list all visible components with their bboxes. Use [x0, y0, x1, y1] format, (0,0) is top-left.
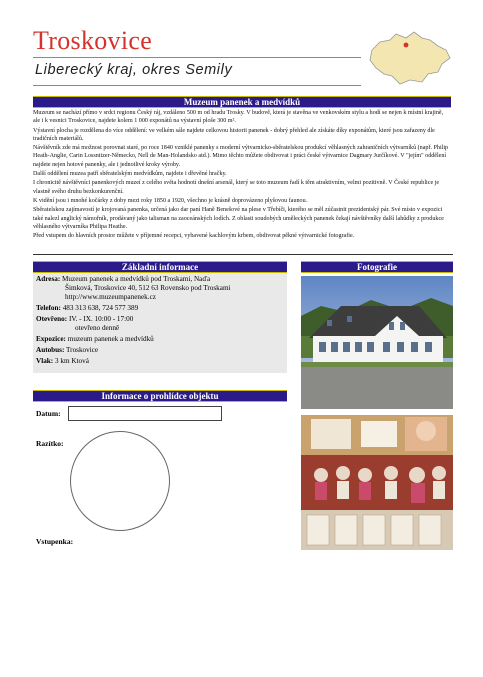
museum-paragraph: I chronicitě návštěvníci panenkových muzeí z celého světa hodnotí dnešní arsenál, který se toto muzeum řadí k těm atraktivním, velmi pozitivně. V České republice je vlastně svého druhu bezkonkurenční.: [33, 180, 440, 195]
museum-heading: Muzeum panenek a medvídků: [33, 96, 451, 108]
section-divider: [33, 254, 453, 255]
basic-info-box: [33, 273, 287, 373]
museum-paragraph: Před vstupem do hlavních prostor můžete v příjemné recepci, vybavené kachlovým krbem, obdivovat pěkné výtvarnické fotografie.: [33, 233, 355, 240]
website-link[interactable]: http://www.muzeumpanenek.cz: [65, 293, 156, 301]
museum-description: [33, 109, 451, 242]
stamp-label: Razítko:: [36, 439, 64, 448]
subtitle-underline: [33, 85, 361, 86]
museum-paragraph: Muzeum se nachází přímo v srdci regionu Český ráj, vzdáleno 500 m od hradu Trosky. V budově, která je stavěna ve venkovském stylu a hodí se nejen k místní krajině, ale i k vesnici Troskovice, najdete kolem 1 000 exponátů na výstavní ploše 300 m².: [33, 110, 444, 125]
ticket-label: Vstupenka:: [36, 537, 74, 546]
photo-heading: Fotografie: [301, 261, 453, 273]
train-label: Vlak:: [36, 357, 54, 365]
museum-building-photo: [301, 276, 453, 409]
museum-paragraph: K vidění jsou i mnohé kočárky z doby mezi roky 1850 a 1920, všechno je krásně doprovázeno plyšovou faunou.: [33, 197, 308, 204]
title-underline: [33, 57, 361, 58]
czech-map-icon: [366, 28, 452, 88]
train-value: 3 km Ktová: [54, 357, 89, 365]
region-subtitle: Liberecký kraj, okres Semily: [35, 62, 233, 78]
exposition-value: muzeum panenek a medvídků: [67, 335, 154, 343]
bus-value: Troskovice: [66, 346, 99, 354]
opening-label: Otevřeno:: [36, 315, 68, 323]
museum-paragraph: Výstavní plocha je rozdělena do více oddělení: ve velkém sále najdete celkovou historii panenek - dobrý přehled ale získáte díky exponátům, které jsou zařazeny dle tradičních materiálů.: [33, 127, 435, 142]
museum-paragraph: Sběratelskou zajímavostí je krojovaná panenka, určená jako dar paní Haně Benešové na plese v Třebíči, kterého se měl zúčastnit prezidentský pár. Své místo v expozici také nalezl anglický námořník, prodávaný jako talisman na zaoceánských lodích. Z oblasti soudobých uměleckých panenek čekají návštěvníky další lahůdky z produkce věhlasného výtvarníka Philipa Heathe.: [33, 207, 444, 230]
date-field[interactable]: [68, 406, 222, 421]
bus-label: Autobus:: [36, 346, 65, 354]
date-label: Datum:: [36, 409, 61, 418]
location-marker-icon: [404, 43, 409, 48]
address-line: Šimková, Troskovice 40, 512 63 Rovensko pod Troskami: [65, 284, 231, 292]
museum-interior-photo: [301, 415, 453, 550]
phone-value: 483 313 638, 724 577 389: [62, 304, 139, 312]
address-label: Adresa:: [36, 275, 61, 283]
phone-label: Telefon:: [36, 304, 61, 312]
museum-paragraph: Návštěvník zde má možnost porovnat staré, po roce 1840 vzniklé panenky s moderní výtvarnicko-sběratelskou produkcí věhlasných zahraničních výtvarníků (např. Philip Heath-Anglie, Carin Lossnitzer-Německo, Nell de Man-Holandsko atd.). Mimo těchto můžete obdivovat i práci české výtvarnice Dagmary Jurčíkové. V "jejím" oddělení najdete nejen hotové panenky, ale i jednotlivé kroky výroby.: [33, 145, 449, 168]
museum-paragraph: Další oddělení muzea patří sběratelským medvídkům, najdete i dřevěné hračky.: [33, 170, 227, 177]
opening-hours: IV. - IX. 10:00 - 17:00: [68, 315, 134, 323]
page-title: Troskovice: [33, 26, 153, 55]
stamp-circle[interactable]: [70, 431, 170, 531]
address-line: Muzeum panenek a medvídků pod Troskami, Naďa: [62, 275, 211, 283]
visit-info-heading: Informace o prohlídce objektu: [33, 390, 287, 402]
opening-days: otevřeno denně: [75, 324, 120, 332]
exposition-label: Expozice:: [36, 335, 66, 343]
basic-info-heading: Základní informace: [33, 261, 287, 273]
